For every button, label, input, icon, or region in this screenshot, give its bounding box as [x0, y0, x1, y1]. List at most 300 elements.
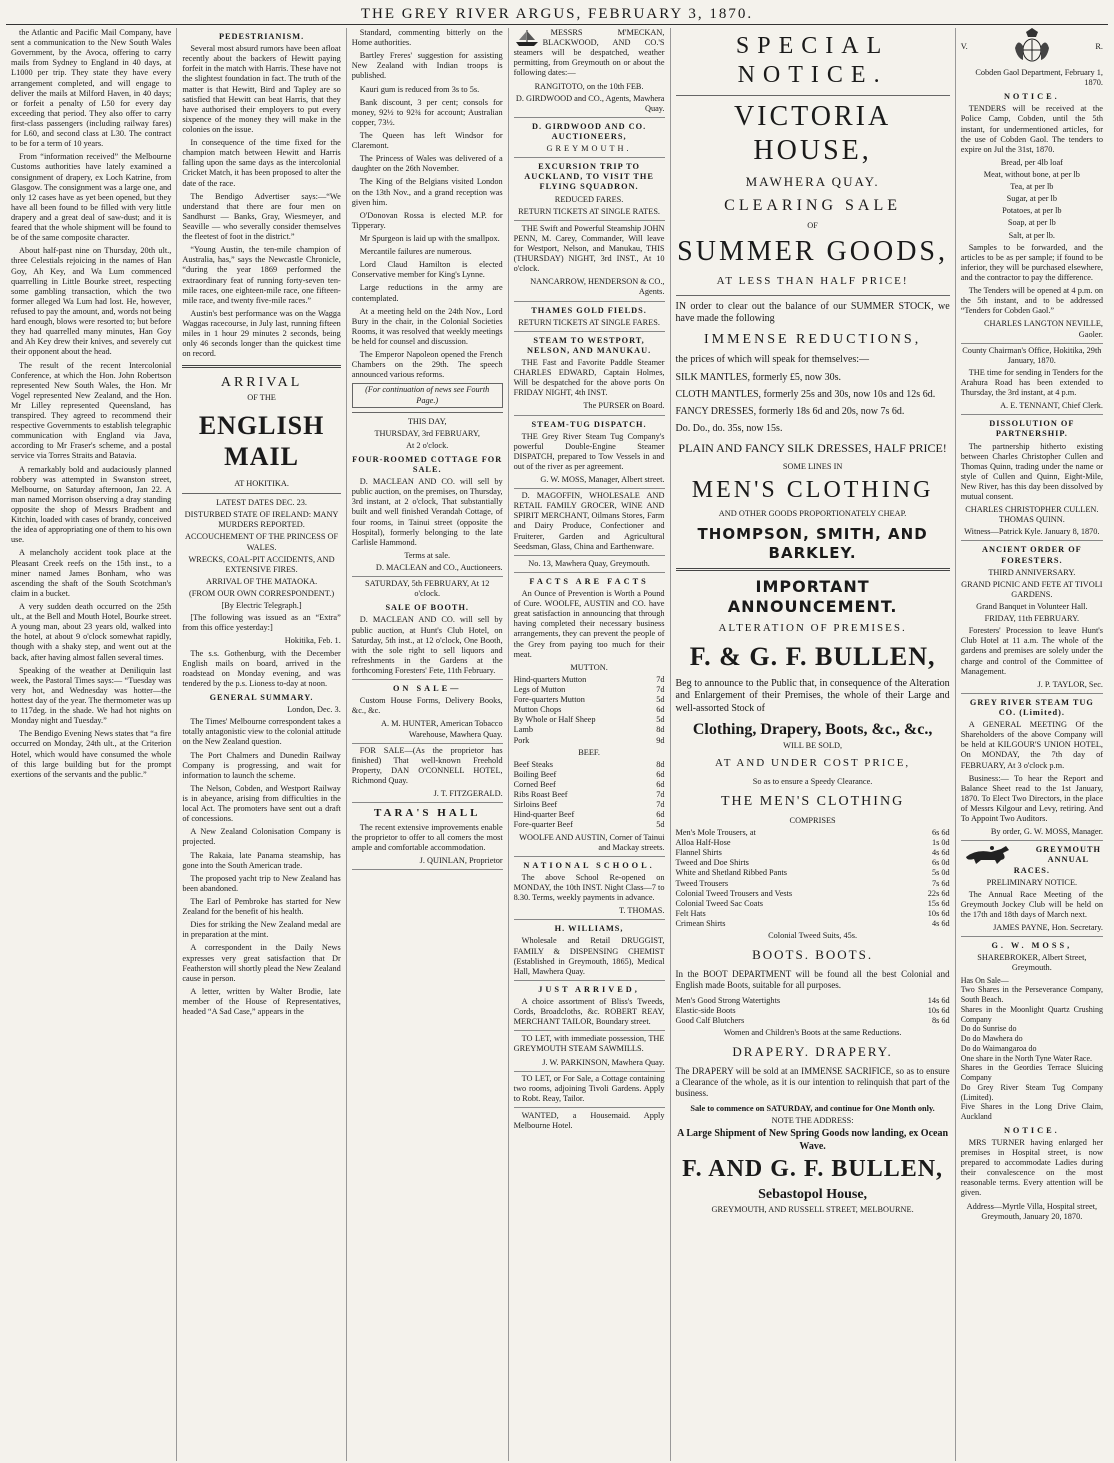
price-item-label: Corned Beef: [513, 780, 556, 789]
victoria-house-headline: VICTORIA HOUSE,: [733, 100, 892, 166]
mens-clothing-list-heading: THE MEN'S CLOTHING: [721, 793, 905, 809]
article-item: Potatoes, at per lb: [1002, 206, 1062, 216]
ad-signature: By order, G. W. MOSS, Manager.: [961, 827, 1103, 841]
ad-body: The Annual Race Meeting of the Greymouth Jockey Club will be held on the 17th and 18th days of March next.: [960, 889, 1103, 919]
ad-body: Foresters' Procession to leave Hunt's Club Hotel at 11 a.m. The whole of the gardens and premises are solely under the charge and control of the Committee of Management.: [960, 626, 1103, 676]
article-item: Salt, at per lb.: [1008, 230, 1055, 240]
mawhera-quay: MAWHERA QUAY.: [745, 173, 880, 189]
price-row: [676, 889, 950, 899]
ad-body: A GENERAL MEETING Of the Shareholders of the above Company will be held at KILGOUR'S UNION HOTEL, On MONDAY, the 7th day of FEBRUARY, At 3 o'clock p.m.: [960, 720, 1103, 770]
article-paragraph: A very sudden death occurred on the 25th ult., at the Bell and Mouth Hotel, Bourke street. A young man, about 23 years old, walked into the hotel, at about 9 o'clock somewhat rapidly, though with a shaky step, and went out at the back, after having almost fallen several times.: [11, 602, 172, 662]
price-row: [514, 790, 665, 800]
article-paragraph: In consequence of the time fixed for the champion match between Hewitt and Harris falling upon the same days as the intercolonial Cricket Match, it has been proposed to alter the date of the race.: [182, 138, 341, 188]
subhead: WRECKS, COAL-PIT ACCIDENTS, AND EXTENSIVE FIRES.: [188, 554, 335, 574]
ad-signature: NANCARROW, HENDERSON & CO., Agents.: [514, 277, 665, 301]
price-row: [676, 848, 950, 858]
section-heading: GENERAL SUMMARY.: [209, 692, 314, 702]
article-paragraph: The Port Chalmers and Dunedin Railway Company is progressing, and wait for information to launch the scheme.: [182, 750, 341, 780]
comprises: COMPRISES: [789, 815, 836, 825]
share-item: Do do Mawhera do: [960, 1034, 1023, 1044]
notice-heading: NOTICE.: [1003, 92, 1060, 102]
article-paragraph: O'Donovan Rossa is elected M.P. for Tipperary.: [351, 210, 503, 230]
share-item: Has On Sale—: [960, 975, 1009, 985]
ad-subheading: SHAREBROKER, Albert Street, Greymouth.: [977, 953, 1087, 973]
correspondent-note: (FROM OUR OWN CORRESPONDENT.): [189, 589, 335, 598]
ad-item: RETURN TICKETS AT SINGLE RATES.: [514, 207, 665, 221]
article-paragraph: At a meeting held on the 24th Nov., Lord Bury in the chair, in the Colonial Societies Rooms, it was resolved that weekly meetings be held for counsel and discussion.: [351, 306, 503, 346]
ad-heading: GREY RIVER STEAM TUG CO. (Limited).: [969, 697, 1094, 718]
price-item-value: 6d: [656, 769, 665, 779]
column-6: [956, 28, 1108, 1461]
article-paragraph: Large reductions in the army are contemplated.: [351, 283, 503, 303]
article-paragraph: Bank discount, 3 per cent; consols for money, 92½ to 92¾ for account; Australian copper, 73½.: [351, 97, 503, 127]
ad-item: RETURN TICKETS AT SINGLE FARES.: [514, 318, 665, 332]
boots-text: In the BOOT DEPARTMENT will be found all the best Colonial and English made Boots, suitable for all purposes.: [675, 969, 950, 991]
ad-item: RANGITOTO, on the 10th FEB.: [534, 81, 644, 91]
ad-subheading: PRELIMINARY NOTICE.: [986, 877, 1078, 887]
intro-text: IN order to clear out the balance of our SUMMER STOCK, we have made the following: [675, 300, 950, 325]
ad-heading: TARA'S HALL: [373, 807, 481, 820]
price-item-label: Mutton Chops: [513, 705, 562, 715]
price-row: [514, 736, 665, 746]
dateline: County Chairman's Office, Hokitika, 29th January, 1870.: [962, 345, 1102, 365]
price-item-value: 10s 6d: [927, 908, 950, 918]
price-item-label: By Whole or Half Sheep: [513, 715, 596, 725]
ad-heading: JUST ARRIVED,: [538, 984, 640, 994]
article-paragraph: Dies for striking the New Zealand medal are in preparation at the mint.: [182, 920, 341, 940]
vests-line: Colonial Tweed Suits, 45s.: [768, 931, 858, 941]
price-row: [514, 800, 665, 810]
article-item: Sugar, at per lb: [1006, 194, 1058, 204]
ad-signature: J. T. FITZGERALD.: [352, 789, 503, 803]
bullen-address: GREYMOUTH, AND RUSSELL STREET, MELBOURNE.: [711, 1205, 914, 1215]
article-item: Soap, at per lb: [1007, 218, 1056, 228]
price-item-label: Hind-quarter Beef: [513, 810, 575, 820]
share-item: Shares in the Geordies Terrace Sluicing Company: [960, 1063, 1103, 1083]
article-paragraph: Several most absurd rumors have been afloat recently about the backers of Hewitt paying forfeit in the match with Harris. These have not the slightest foundation in fact. The truth of the matter is that Hewitt, Bird and Tapley are so satisfied that Hewitt can beat Harris, that they have authorised their employers to put every sixpence of the money they will make in the colonies on the issue.: [182, 44, 341, 134]
article-paragraph: Standard, commenting bitterly on the Home authorities.: [351, 28, 503, 48]
price-item-label: Sirloins Beef: [513, 800, 558, 810]
price-item-value: 15s 6d: [927, 898, 950, 908]
share-item: One share in the North Tyne Water Race.: [960, 1053, 1093, 1063]
ad-signature: D. MACLEAN and CO., Auctioneers.: [352, 563, 503, 577]
price-row: [676, 919, 950, 929]
dateline: London, Dec. 3.: [287, 705, 341, 715]
price-item-label: Men's Mole Trousers, at: [675, 828, 756, 838]
price-row: [514, 725, 665, 735]
ad-body: Business:— To hear the Report and Balance Sheet read to the 1st January, 1870. To Elect Two Directors, in the place of Messrs Kilgour and Levy, retiring. And To Appoint Two Auditors.: [960, 773, 1103, 824]
dateline: Cobden Gaol Department, February 1, 1870.: [975, 68, 1103, 88]
ad-body: D. MACLEAN AND CO. will sell by public auction, on the premises, on Thursday, 3rd instant, at 2 o'clock, That substantially built and well finished Verandah Cottage, of four rooms, in Tainui street (opposite the Hospital), formerly belonging to the late Carlisle Hammond.: [351, 477, 503, 547]
article-item: Tea, at per lb: [1010, 182, 1054, 192]
price-item-label: Fore-quarters Mutton: [513, 695, 585, 705]
ad-body: THE Grey River Steam Tug Company's powerful Double-Engine Steamer DISPATCH, prepared to Tow Vessels in and out of the river as per agreement.: [513, 431, 665, 471]
ad-body: MRS TURNER having enlarged her premises in Hospital street, is now prepared to accommodate Ladies during their convalescence on the most reasonable terms. Every attention will be given.: [960, 1137, 1103, 1198]
ad-body: The recent extensive improvements enable the proprietor to offer to all comers the most ample and comfortable accommodation.: [351, 822, 503, 852]
price-item-label: Tweed Trousers: [675, 878, 729, 888]
speedy-clearance: So as to ensure a Speedy Clearance.: [752, 776, 873, 786]
price-item-value: 4s 6d: [931, 848, 950, 858]
article-paragraph: Austin's best performance was on the Wagga Waggas racecourse, in July last, running fifteen miles in 1 hour 29 minutes 2 seconds, being only 46 seconds longer than the quickest time on record.: [182, 308, 341, 359]
price-row: [514, 695, 665, 705]
price-item-value: 5d: [656, 715, 665, 725]
price-line: FANCY DRESSES, formerly 18s 6d and 20s, now 7s 6d.: [675, 405, 905, 417]
ad-body: An Ounce of Prevention is Worth a Pound of Cure. WOOLFE, AUSTIN and CO. have great satisfaction in announcing that through having completed their necessary business arrangements, they can prevent the people of the Grey from paying too much for their meat.: [513, 589, 665, 659]
price-item-label: Boiling Beef: [513, 769, 557, 779]
bullen-intro: Beg to announce to the Public that, in consequence of the Alteration and Enlargement of their Premises, the whole of their Large and well-assorted Stock of: [675, 678, 950, 714]
ad-heading: ON SALE—: [392, 684, 462, 694]
location-text: AT HOKITIKA.: [234, 479, 289, 489]
article-paragraph: Bartley Freres' suggestion for assisting New Zealand with Indian troops is published.: [351, 51, 503, 81]
sale-commence: Sale to commence on SATURDAY, and continue for One Month only.: [690, 1104, 935, 1114]
immense-reductions: IMMENSE REDUCTIONS,: [703, 332, 922, 348]
ad-signature: A. M. HUNTER, American Tobacco Warehouse, Mawhera Quay.: [352, 719, 503, 743]
ad-body: Samples to be forwarded, and the articles to be as per sample; if found to be inferior, they will be purchased elsewhere, and the contractor to pay the difference.: [960, 242, 1103, 282]
article-paragraph: The Emperor Napoleon opened the French Chambers on the 29th. The speech announced various reforms.: [351, 350, 503, 380]
share-item: Two Shares in the Perseverance Company, South Beach.: [960, 985, 1103, 1005]
article-paragraph: The Rakaia, late Panama steamship, has gone into the South American trade.: [182, 850, 341, 870]
article-paragraph: A melancholy accident took place at the Pleasant Creek reefs on the 15th inst., to a miner named James Bonham, who was ascending the shaft of the South Scotchman's claim in a bucket.: [11, 548, 172, 598]
price-row: [676, 1006, 950, 1016]
other-goods: AND OTHER GOODS PROPORTIONATELY CHEAP.: [718, 509, 907, 519]
ad-signature: T. THOMAS.: [514, 906, 665, 920]
dateline: Hokitika, Feb. 1.: [284, 636, 341, 646]
price-item-value: 4s 6d: [931, 919, 950, 929]
price-item-label: Good Calf Blutchers: [675, 1016, 745, 1026]
racehorse-icon: [961, 843, 1031, 865]
boots-price-list: [676, 996, 950, 1026]
price-item-label: Beef Steaks: [513, 759, 554, 769]
will-be-sold: WILL BE SOLD,: [783, 741, 843, 751]
price-row: [676, 879, 950, 889]
bullen-footer-headline: F. AND G. F. BULLEN,: [682, 1155, 944, 1182]
ad-body: Custom House Forms, Delivery Books, &c., &c.: [351, 696, 503, 716]
article-paragraph: A letter, written by Walter Brodie, late member of the House of Representatives, headed “A Sad Case,” appears in the: [182, 986, 341, 1017]
clothing-drapery: Clothing, Drapery, Boots, &c., &c.,: [692, 720, 933, 738]
subhead: ARRIVAL OF THE MATAOKA.: [205, 576, 318, 586]
ad-signature: A. E. TENNANT, Chief Clerk.: [961, 401, 1103, 415]
ad-heading: THAMES GOLD FIELDS.: [531, 305, 647, 315]
article-paragraph: The Bendigo Advertiser says:—“We understand that there are four men on Sandhurst — Banks, Gray, Wiesmeyer, and Seaville — who severally consider themselves the fleetest of foot in the district.”: [182, 191, 341, 242]
price-item-value: 1s 0d: [931, 838, 950, 848]
article-paragraph: The Bendigo Evening News states that “a fire occurred on Monday, 24th ult., at the Criterion Hotel, which would have consumed the whole of this large building but for the prompt exertions of the servants and the public.”: [11, 729, 172, 779]
important-announcement: IMPORTANT ANNOUNCEMENT.: [727, 576, 898, 616]
note-address: NOTE THE ADDRESS:: [771, 1116, 854, 1126]
ad-body: The Tenders will be opened at 4 p.m. on the 5th instant, and to be addressed “Tenders for Cobden Gaol.”: [960, 286, 1103, 316]
price-row: [514, 810, 665, 820]
article-item: Meat, without bone, at per lb: [983, 169, 1080, 179]
price-item-label: Colonial Tweed Trousers and Vests: [675, 888, 793, 898]
masthead: THE GREY RIVER ARGUS, FEBRUARY 3, 1870.: [6, 4, 1108, 25]
price-line: Do. Do., do. 35s, now 15s.: [675, 423, 783, 435]
price-item-value: 14s 6d: [927, 996, 950, 1006]
ad-heading: STEAM TO WESTPORT, NELSON, AND MANUKAU.: [526, 335, 652, 355]
ad-signature: CHARLES CHRISTOPHER CULLEN. THOMAS QUINN.: [965, 505, 1099, 525]
ad-body: The above School Re-opened on MONDAY, the 10th INST. Night Class—7 to 8.30. Terms, weekly payments in advance.: [513, 872, 665, 903]
ad-body: D. MACLEAN AND CO. will sell by public auction, at Hunt's Club Hotel, on Saturday, 5th inst., at 12 o'clock, One Booth, with the sole right to sell liquors and refreshments in the Gardens at the forthcoming Foresters' Fete, 11th February.: [352, 615, 503, 680]
article-paragraph: Speaking of the weather at Deniliquin last week, the Pastoral Times says:— “Tuesday was very hot, and Wednesday was hotter—the hottest day of the year. The thermometer was up to 117deg. in the shade. We had hot nights on Monday night and Tuesday.”: [11, 665, 172, 726]
price-item-value: 8s 6d: [931, 1016, 950, 1026]
telegraph-note: [By Electric Telegraph.]: [221, 601, 302, 611]
price-row: [514, 675, 665, 685]
article-paragraph: The Queen has left Windsor for Claremont.: [351, 130, 503, 151]
ad-heading: SALE OF BOOTH.: [385, 603, 469, 613]
ad-signature: J. QUINLAN, Proprietor: [352, 856, 503, 870]
crest-letter-r: R.: [1095, 41, 1103, 51]
ad-body: THE Fast and Favorite Paddle Steamer CHARLES EDWARD, Captain Holmes, Will be despatched for the above ports On FRIDAY NIGHT, 4th INST.: [513, 357, 665, 398]
women-boots: Women and Children's Boots at the same Reductions.: [723, 1028, 902, 1038]
price-row: [676, 996, 950, 1006]
article-paragraph: From “information received” the Melbourne Customs authorities have lately examined a consignment of drapery, ex Loch Katrine, from Glasgow. The consignment was a large one, and only 12 cases have as yet been opened, but they have all been found to be filled with very little drapery and a great deal of saw-dust; and it is feared that the whole shipment will be found to be of the same composite character.: [11, 152, 172, 243]
article-paragraph: A New Zealand Colonisation Company is projected.: [182, 827, 341, 847]
article-paragraph: A correspondent in the Daily News expresses very great satisfaction that Dr Featherston will shortly plead the New Zealand cause in person.: [182, 943, 341, 983]
ad-body: THE Swift and Powerful Steamship JOHN PENN, M. Carey, Commander, Will leave for Westport, Nelson, and Manukau, THIS (THURSDAY) NIGHT, 3rd INST., At 10 o'clock.: [513, 223, 665, 274]
price-row: [514, 760, 665, 770]
price-item-value: 5s 0d: [931, 868, 950, 878]
divider: [676, 295, 950, 296]
price-row: [676, 899, 950, 909]
ad-body: FOR SALE—(As the proprietor has finished) That well-known Freehold Property, DAN O'CONNELL HOTEL, Richmond Quay.: [351, 745, 503, 785]
mens-clothing-price-list: [676, 828, 950, 929]
price-item-value: 9d: [656, 735, 665, 745]
shipment-line: A Large Shipment of New Spring Goods now landing, ex Ocean Wave.: [677, 1128, 949, 1152]
ad-date: THIS DAY,: [407, 416, 447, 426]
ad-body: TENDERS will be received at the Police Camp, Cobden, until the 5th instant, for undermentioned articles, for the use of Cobden Gaol. The tenders to expire on Jul the 31st, 1870.: [960, 104, 1103, 154]
article-paragraph: [The following was issued as an “Extra” from this office yesterday:]: [182, 613, 341, 633]
column-4: [509, 28, 671, 1461]
price-item-label: Felt Hats: [675, 908, 706, 918]
ad-address: No. 13, Mawhera Quay, Greymouth.: [514, 559, 665, 573]
ad-body: The partnership hitherto existing between Charles Christopher Cullen and Thomas Quinn, trading under the name or style of Cullen and Quinn, Eight-Mile, New River, has this day been dissolved by mutual consent.: [960, 441, 1103, 502]
price-item-value: 7d: [656, 800, 665, 810]
price-row: [676, 828, 950, 838]
ad-heading: ANCIENT ORDER OF FORESTERS.: [981, 545, 1082, 565]
share-list: [961, 976, 1103, 1122]
ad-subheading: GRAND PICNIC AND FETE AT TIVOLI GARDENS.: [961, 579, 1103, 599]
price-item-label: Ribs Roast Beef: [513, 790, 568, 800]
price-item-label: Colonial Tweed Sac Coats: [675, 898, 764, 908]
ship-icon: [514, 28, 540, 48]
ad-signature: CHARLES LANGTON NEVILLE, Gaoler.: [961, 319, 1103, 343]
special-notice-headline: SPECIAL NOTICE.: [735, 33, 890, 89]
subhead: ACCOUCHEMENT OF THE PRINCESS OF WALES.: [184, 532, 339, 552]
share-item: Do Grey River Steam Tug Company (Limited).: [960, 1082, 1103, 1102]
column-3: [347, 28, 509, 1461]
ad-date: THURSDAY, 3rd FEBRUARY,: [374, 428, 480, 438]
clearing-sale: CLEARING SALE: [724, 196, 902, 214]
price-item-value: 7s 6d: [931, 878, 950, 888]
price-item-value: 5d: [656, 820, 665, 830]
share-item: Do do Sunrise do: [960, 1024, 1017, 1034]
mutton-price-list: [514, 675, 665, 746]
ad-signature: J. P. TAYLOR, Sec.: [961, 680, 1103, 694]
ad-heading: G. W. MOSS,: [991, 941, 1073, 951]
price-row: [676, 868, 950, 878]
price-item-label: Men's Good Strong Watertights: [675, 996, 781, 1006]
article-paragraph: “Young Austin, the ten-mile champion of Australia, has,” says the Newcastle Chronicle, “during the year 1869 performed the extraordinary feat of running forty-seven ten-mile races, one eighteen-mile race, one fifteen-mile race, and twenty five-mile races.”: [182, 245, 341, 305]
price-row: [676, 909, 950, 919]
article-paragraph: The proposed yacht trip to New Zealand has been abandoned.: [182, 873, 341, 893]
ad-heading: D. GIRDWOOD AND CO. AUCTIONEERS,: [531, 121, 647, 141]
price-item-value: 22s 6d: [927, 888, 950, 898]
ad-heading: GREYMOUTH ANNUAL RACES.: [1013, 845, 1101, 875]
column-5: [671, 28, 956, 1461]
ad-body: WANTED, a Housemaid. Apply Melbourne Hotel.: [513, 1110, 665, 1131]
price-line: SILK MANTLES, formerly £5, now 30s.: [675, 371, 842, 383]
ad-heading: DISSOLUTION OF PARTNERSHIP.: [989, 419, 1075, 439]
price-item-label: Lamb: [513, 725, 533, 735]
divider: [182, 365, 340, 368]
of-text: OF: [807, 221, 818, 231]
price-item-label: Hind-quarters Mutton: [513, 674, 587, 684]
ad-body: MESSRS M'MECKAN, BLACKWOOD, AND CO.'S steamers will be despatched, weather permitting, from Greymouth on or about the following dates:—: [513, 28, 665, 78]
price-item-label: Tweed and Doe Shirts: [675, 858, 749, 868]
some-lines: SOME LINES IN: [782, 461, 843, 471]
ad-body: THE time for sending in Tenders for the Arahura Road has been extended to Thursday, the 3rd instant, at 4 p.m.: [960, 367, 1103, 398]
price-item-value: 6d: [656, 705, 665, 715]
ad-body: A choice assortment of Bliss's Tweeds, Cords, Broadcloths, &c. ROBERT REAY, MERCHANT TAILOR, Boundary street.: [514, 997, 665, 1031]
ad-time: At 2 o'clock.: [406, 440, 449, 450]
ad-heading: FOUR-ROOMED COTTAGE FOR SALE.: [352, 454, 503, 475]
price-item-label: Alloa Half-Hose: [675, 838, 731, 848]
price-row: [676, 1016, 950, 1026]
price-row: [676, 838, 950, 848]
price-item-value: 6d: [656, 780, 665, 789]
price-item-label: Pork: [513, 735, 530, 745]
notice-heading: NOTICE.: [1003, 1125, 1060, 1135]
column-1: [6, 28, 177, 1461]
ad-body: Wholesale and Retail DRUGGIST, FAMILY & DISPENSING CHEMIST (Established in Greymouth, 1865), Medical Hall, Mawhera Quay.: [514, 936, 665, 980]
price-item-value: 8d: [656, 725, 665, 735]
sebastopol-house: Sebastopol House,: [758, 1187, 868, 1203]
latest-dates: LATEST DATES DEC. 23.: [216, 498, 307, 508]
ad-body: D. MAGOFFIN, WHOLESALE AND RETAIL FAMILY GROCER, WINE AND SPIRIT MERCHANT, Oilmans Stores, Farm and Dairy Produce, Confectioner and Fruiterer, Garden and Agricultural Seedsman, Glass, China and Earthenware.: [514, 491, 665, 556]
article-paragraph: The result of the recent Intercolonial Conference, at which the Hon. John Robertson represented New South Wales, the Hon. Mr Vogel represented New Zealand, and the Hon. Mr Lilley represented Queensland, has transpired. They agreed to recommend their respective Governments to establish telegraphic communication with England via Java, according to Mr Fraser's scheme, and a postal service via Torres Straits and Batavia.: [11, 360, 172, 461]
price-item-label: Legs of Mutton: [513, 685, 566, 695]
divider: [182, 493, 340, 494]
price-item-value: 7d: [656, 674, 665, 684]
price-item-label: Fore-quarter Beef: [513, 820, 573, 830]
ad-location: GREYMOUTH.: [514, 144, 665, 158]
royal-crest-icon: [1012, 28, 1052, 66]
price-heading: MUTTON.: [570, 662, 608, 672]
continuation-note: (For continuation of news see Fourth Page.): [352, 383, 503, 407]
ad-heading: H. WILLIAMS,: [554, 924, 624, 934]
price-row: [514, 820, 665, 830]
share-item: Do do Waimangaroa do: [960, 1043, 1037, 1053]
bullen-headline: F. & G. F. BULLEN,: [689, 642, 936, 672]
price-item-value: 8d: [656, 759, 665, 769]
divider: [676, 95, 950, 96]
section-heading: PEDESTRIANISM.: [218, 32, 305, 41]
price-row: [514, 685, 665, 695]
price-item-value: 6s 0d: [931, 858, 950, 868]
ad-signature: JAMES PAYNE, Hon. Secretary.: [961, 923, 1103, 937]
ad-heading: FACTS ARE FACTS: [529, 576, 649, 586]
article-paragraph: Mercantile failures are numerous.: [359, 247, 472, 257]
price-item-value: 7d: [656, 790, 665, 800]
price-row: [514, 705, 665, 715]
alteration-premises: ALTERATION OF PREMISES.: [718, 622, 907, 635]
of-the-text: OF THE: [247, 393, 276, 403]
drapery-text: The DRAPERY will be sold at an IMMENSE SACRIFICE, so as to ensure a Clearance of the whole, as it is our intention to relinquish that part of the business.: [675, 1066, 950, 1099]
price-item-label: Elastic-side Boots: [675, 1006, 736, 1016]
english-mail-headline: ENGLISH MAIL: [198, 410, 325, 472]
price-row: [514, 780, 665, 790]
article-item: Bread, per 4lb loaf: [1000, 157, 1063, 167]
price-item-label: White and Shetland Ribbed Pants: [675, 868, 788, 878]
price-row: [514, 715, 665, 725]
ad-signature: G. W. MOSS, Manager, Albert street.: [514, 475, 665, 489]
ad-signature: J. W. PARKINSON, Mawhera Quay.: [514, 1058, 665, 1072]
ad-signature: WOOLFE AND AUSTIN, Corner of Tainui and Mackay streets.: [514, 833, 665, 857]
ad-date: SATURDAY, 5th FEBRUARY, At 12 o'clock.: [365, 579, 490, 599]
divider: [676, 568, 950, 571]
boots-heading: BOOTS. BOOTS.: [752, 947, 874, 963]
price-line: CLOTH MANTLES, formerly 25s and 30s, now 10s and 12s 6d.: [675, 388, 936, 400]
article-paragraph: Kauri gum is reduced from 3s to 5s.: [359, 84, 480, 94]
prices-text: the prices of which will speak for themselves:—: [675, 354, 870, 366]
share-item: Five Shares in the Long Drive Claim, Auckland: [960, 1102, 1103, 1122]
arrival-heading: ARRIVAL: [220, 375, 303, 391]
price-row: [514, 770, 665, 780]
price-row: [676, 858, 950, 868]
ad-body: TO LET, or For Sale, a Cottage containing two rooms, adjoining Tivoli Gardens. Apply to Robt. Reay, Tailor.: [514, 1074, 665, 1108]
article-paragraph: The Princess of Wales was delivered of a daughter on the 26th November.: [351, 154, 503, 174]
witness-line: Witness—Patrick Kyle. January 8, 1870.: [961, 527, 1103, 541]
drapery-heading: DRAPERY. DRAPERY.: [732, 1044, 893, 1060]
article-paragraph: The s.s. Gothenburg, with the December English mails on board, arrived in the roadstead on Monday evening, and was tendered by the p.s. Lioness to-day at noon.: [182, 648, 341, 688]
divider: [352, 412, 503, 413]
article-paragraph: A remarkably bold and audaciously planned robbery was attempted in Swanston street, Melbourne, on Saturday afternoon, Jan 22. A man named Morrison observing a dray standing opposite the shop of Messrs Bradbent and Kitchin, loaded with cases of brandy, conceived the idea of appropriating one of them to his own use.: [11, 464, 172, 545]
crest-letter-v: V.: [960, 41, 968, 51]
column-2: [177, 28, 346, 1461]
price-item-value: 7d: [656, 685, 665, 695]
price-heading: BEEF.: [578, 747, 600, 757]
ad-address: Address—Myrtle Villa, Hospital street, Greymouth, January 20, 1870.: [966, 1201, 1098, 1221]
article-paragraph: the Atlantic and Pacific Mail Company, have sent a communication to the New South Wales Government, by the Avoca, offering to carry mails from Sydney to England in 40 days, at L1000 per trip. They state they have every arrangement completed, and will engage to deliver the mails at Milford Haven, in 40 days; or forfeit a penalty of L50 for every day exceeding that period. They also offer to carry first-class passengers (including railway fares) for L60, and second class at L30. The contract to be for a term of 10 years.: [11, 28, 172, 149]
price-item-value: 6d: [656, 810, 665, 820]
article-paragraph: The Earl of Pembroke has started for New Zealand for the benefit of his health.: [182, 896, 341, 917]
price-item-label: Flannel Shirts: [675, 848, 722, 858]
ad-item: REDUCED FARES.: [554, 194, 624, 204]
beef-price-list: [514, 760, 665, 831]
ad-subheading: Grand Banquet in Volunteer Hall.: [976, 602, 1088, 612]
price-item-value: 5d: [656, 695, 665, 705]
price-item-value: 6s 6d: [931, 828, 950, 838]
under-cost: AT AND UNDER COST PRICE,: [714, 757, 911, 770]
ad-heading: EXCURSION TRIP TO AUCKLAND, TO VISIT THE FLYING SQUADRON.: [524, 162, 654, 192]
ad-signature: D. GIRDWOOD and CO., Agents, Mawhera Quay.: [514, 94, 665, 118]
ad-subheading: THIRD ANNIVERSARY.: [988, 567, 1076, 577]
ad-body: TO LET, with immediate possession, THE GREYMOUTH STEAM SAWMILLS.: [513, 1034, 665, 1054]
thompson-smith-barkley: THOMPSON, SMITH, AND BARKLEY.: [697, 525, 928, 562]
subhead: DISTURBED STATE OF IRELAND: MANY MURDERS REPORTED.: [184, 510, 339, 530]
less-than-half: AT LESS THAN HALF PRICE!: [716, 275, 909, 288]
article-paragraph: The Nelson, Cobden, and Westport Railway is in abeyance, arising from difficulties in the local Act. The promoters have sent out a draft of concessions.: [182, 783, 341, 824]
article-paragraph: The King of the Belgians visited London on the 13th Nov., and a grand reception was given him.: [351, 177, 503, 207]
price-item-value: 10s 6d: [927, 1006, 950, 1016]
price-item-label: Crimean Shirts: [675, 919, 726, 929]
ad-heading: STEAM-TUG DISPATCH.: [531, 419, 647, 429]
silk-dresses: PLAIN AND FANCY SILK DRESSES, HALF PRICE!: [678, 441, 947, 456]
article-paragraph: About half-past nine on Thursday, 20th ult., three Celestials rejoicing in the names of Han Goy, Ah Key, and Wa Lum commenced quarrelling in Little Bourke street, respecting some gambling transaction, which the two former alleged Wa Lum had lost. He, however, refused to pay the amount, and, words not being hard enough, blows were resorted to; but before they had quarrelled many minutes, Han Goy and Ah Key drew their knives, and severely cut their opponent about the head.: [11, 246, 172, 357]
mens-clothing-headline: MEN'S CLOTHING: [691, 477, 934, 504]
ad-signature: The PURSER on Board.: [514, 401, 665, 415]
article-paragraph: Mr Spurgeon is laid up with the smallpox.: [359, 233, 500, 243]
article-paragraph: Lord Claud Hamilton is elected Conservative member for King's Lynne.: [351, 260, 503, 280]
ad-heading: NATIONAL SCHOOL.: [523, 860, 655, 870]
